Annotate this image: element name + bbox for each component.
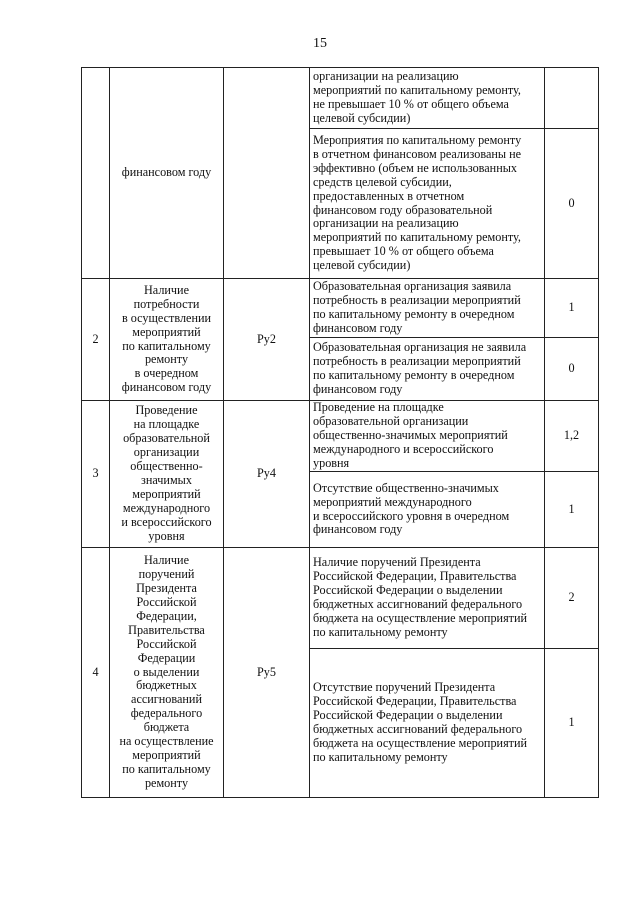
condition-text: Образовательная организация заявила потребность в реализации мероприятий по капитальному ремонту в очередном финансовом году bbox=[310, 279, 545, 338]
score-value: 1 bbox=[545, 472, 599, 548]
criterion-code: Ру4 bbox=[224, 401, 310, 548]
score-value: 1 bbox=[545, 649, 599, 798]
criterion-name: финансовом году bbox=[110, 68, 224, 279]
table-row bbox=[82, 548, 599, 649]
score-value bbox=[545, 68, 599, 129]
score-value: 1 bbox=[545, 279, 599, 338]
table-row bbox=[82, 279, 599, 338]
score-value: 0 bbox=[545, 129, 599, 279]
score-value: 0 bbox=[545, 338, 599, 401]
condition-text: организации на реализацию мероприятий по капитальному ремонту, не превышает 10 % от общего объема целевой субсидии) bbox=[310, 68, 545, 129]
condition-text: Проведение на площадке образовательной организации общественно-значимых мероприятий международного и всероссийского уровня bbox=[310, 401, 545, 472]
table-row bbox=[82, 401, 599, 472]
criterion-name: Наличие поручений Президента Российской Федерации, Правительства Российской Федерации о выделении бюджетных ассигнований федерального бюджета на осуществление мероприятий по капитальному ремонту bbox=[110, 548, 224, 798]
score-value: 2 bbox=[545, 548, 599, 649]
row-number: 2 bbox=[82, 279, 110, 401]
criterion-name: Проведение на площадке образовательной организации общественно- значимых мероприятий международного и всероссийского уровня bbox=[110, 401, 224, 548]
condition-text: Наличие поручений Президента Российской Федерации, Правительства Российской Федерации о выделении бюджетных ассигнований федерального бюджета на осуществление мероприятий по капитальному ремонту bbox=[310, 548, 545, 649]
condition-text: Мероприятия по капитальному ремонту в отчетном финансовом реализованы не эффективно (объем не использованных средств целевой субсидии, предоставленных в отчетном финансовом году образовательной организации на реализацию мероприятий по капитальному ремонту, превышает 10 % от общего объема целевой субсидии) bbox=[310, 129, 545, 279]
criterion-code bbox=[224, 68, 310, 279]
row-number: 3 bbox=[82, 401, 110, 548]
criterion-name: Наличие потребности в осуществлении мероприятий по капитальному ремонту в очередном финансовом году bbox=[110, 279, 224, 401]
row-number: 4 bbox=[82, 548, 110, 798]
condition-text: Отсутствие общественно-значимых мероприятий международного и всероссийского уровня в очередном финансовом году bbox=[310, 472, 545, 548]
criterion-code: Ру2 bbox=[224, 279, 310, 401]
condition-text: Отсутствие поручений Президента Российской Федерации, Правительства Российской Федерации о выделении бюджетных ассигнований федерального бюджета на осуществление мероприятий по капитальному ремонту bbox=[310, 649, 545, 798]
table-row bbox=[82, 68, 599, 129]
score-value: 1,2 bbox=[545, 401, 599, 472]
row-number bbox=[82, 68, 110, 279]
page-number: 15 bbox=[313, 36, 327, 51]
criterion-code: Ру5 bbox=[224, 548, 310, 798]
criteria-table bbox=[81, 67, 599, 798]
condition-text: Образовательная организация не заявила потребность в реализации мероприятий по капитальному ремонту в очередном финансовом году bbox=[310, 338, 545, 401]
